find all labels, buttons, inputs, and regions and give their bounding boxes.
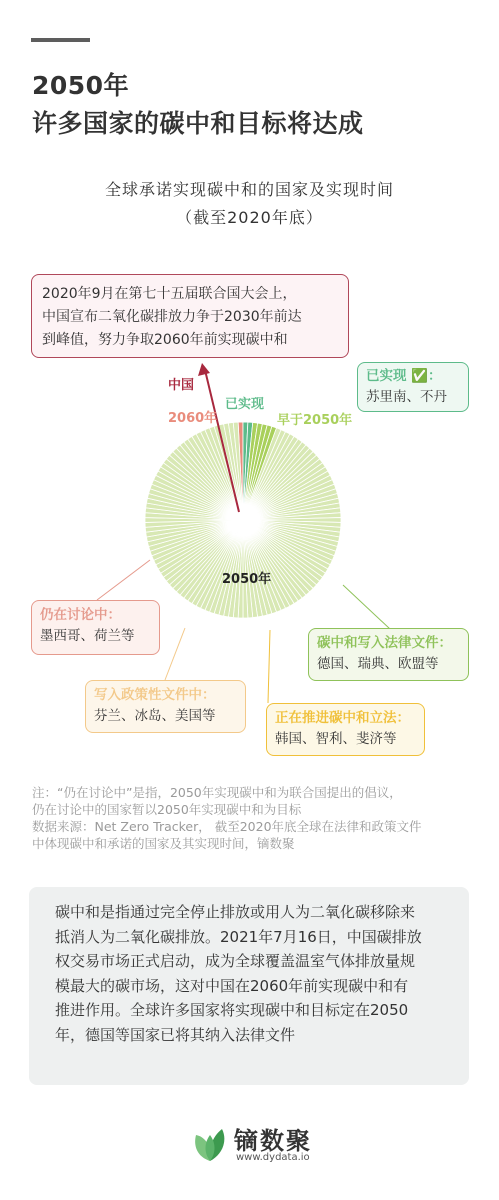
policy-leader-line bbox=[165, 628, 185, 680]
summary-line: 抵消人为二氧化碳排放。2021年7月16日，中国碳排放 bbox=[55, 927, 422, 946]
summary-line: 模最大的碳市场，这对中国在2060年前实现碳中和有 bbox=[55, 976, 409, 995]
legislating-callout-countries: 韩国、智利、斐济等 bbox=[275, 731, 397, 747]
summary-line: 推进作用。全球许多国家将实现碳中和目标定在2050 bbox=[55, 1001, 409, 1019]
discussing-callout-countries: 墨西哥、荷兰等 bbox=[40, 628, 135, 644]
discussing-callout bbox=[31, 600, 160, 655]
brand-name: 镝数聚 bbox=[234, 1127, 312, 1155]
discussing-callout-heading: 仍在讨论中： bbox=[40, 607, 121, 623]
achieved-callout-countries: 苏里南、不丹 bbox=[366, 389, 447, 405]
y2050-label: 2050年 bbox=[222, 572, 272, 587]
achieved-callout-heading: 已实现 ✅： bbox=[366, 368, 442, 384]
before2050-label: 早于2050年 bbox=[277, 413, 353, 428]
legislating-leader-line bbox=[268, 630, 270, 703]
title-line-1: 2050年 bbox=[32, 71, 130, 100]
summary-line: 权交易市场正式启动，成为全球覆盖温室气体排放量规 bbox=[55, 952, 416, 970]
law-callout bbox=[308, 628, 469, 681]
subtitle-line-1: 全球承诺实现碳中和的国家及实现时间 bbox=[104, 180, 394, 199]
source-line: 数据来源：Net Zero Tracker， 截至2020年底全球在法律和政策文件 bbox=[32, 819, 422, 834]
legislating-callout-heading: 正在推进碳中和立法： bbox=[275, 710, 410, 726]
policy-callout bbox=[85, 680, 246, 733]
notes bbox=[32, 784, 482, 852]
achieved-callout bbox=[357, 362, 469, 412]
subtitle-line-2: （截至2020年底） bbox=[176, 208, 323, 227]
legislating-callout bbox=[266, 703, 425, 756]
china-arrow-head bbox=[198, 363, 210, 376]
pie-center-glow bbox=[205, 482, 281, 558]
summary-line: 碳中和是指通过完全停止排放或用人为二氧化碳移除来 bbox=[55, 903, 416, 921]
y2060-label: 2060年 bbox=[168, 411, 218, 426]
china-callout-line: 2020年9月在第七十五届联合国大会上， bbox=[42, 286, 297, 302]
brand-url: www.dydata.io bbox=[236, 1152, 310, 1163]
law-callout-countries: 德国、瑞典、欧盟等 bbox=[317, 656, 439, 672]
china-callout-line: 到峰值，努力争取2060年前实现碳中和 bbox=[42, 332, 288, 348]
summary-box bbox=[29, 887, 469, 1085]
note-line: 仍在讨论中的国家暂以2050年实现碳中和为目标 bbox=[32, 802, 302, 817]
note-line: 注：“仍在讨论中”是指，2050年实现碳中和为联合国提出的倡议， bbox=[32, 785, 402, 800]
achieved-label: 已实现 bbox=[225, 397, 265, 412]
summary-line: 年，德国等国家已将其纳入法律文件 bbox=[55, 1025, 296, 1044]
law-callout-heading: 碳中和写入法律文件： bbox=[317, 635, 452, 651]
law-leader-line bbox=[343, 585, 390, 629]
brand-logo-icon bbox=[192, 1123, 228, 1163]
title-line-2: 许多国家的碳中和目标将达成 bbox=[32, 109, 364, 138]
china-label: 中国 bbox=[168, 378, 195, 393]
policy-callout-heading: 写入政策性文件中： bbox=[94, 687, 216, 703]
policy-callout-countries: 芬兰、冰岛、美国等 bbox=[94, 708, 216, 724]
source-line: 中体现碳中和承诺的国家及其实现时间，镝数聚 bbox=[32, 836, 295, 851]
china-callout-line: 中国宣布二氧化碳排放力争于2030年前达 bbox=[42, 309, 302, 325]
discussing-leader-line bbox=[97, 560, 150, 600]
